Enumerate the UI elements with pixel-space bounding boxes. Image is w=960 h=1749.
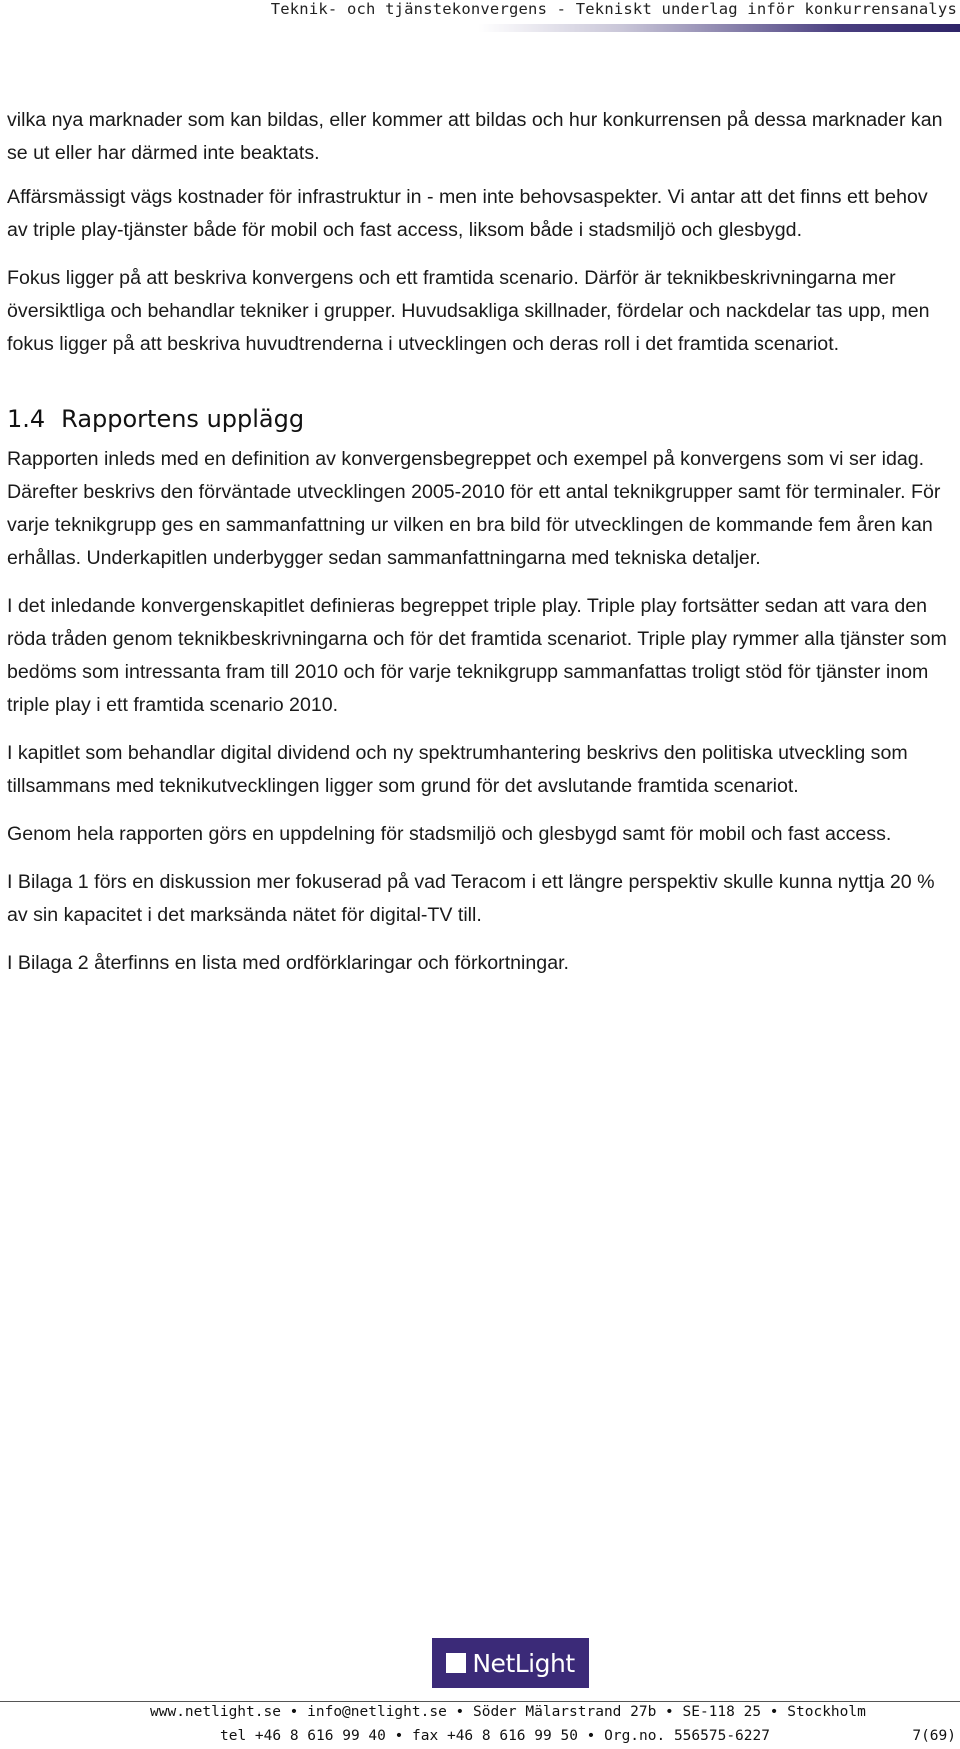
- header-gradient-bar: [478, 24, 960, 32]
- logo-text: NetLight: [472, 1648, 575, 1678]
- body-paragraph: I kapitlet som behandlar digital dividend och ny spektrumhantering beskrivs den politiska utveckling som tillsammans med teknikutvecklingen ligger som grund för det avslutande framtida scenariot.: [7, 742, 908, 797]
- body-paragraph: I det inledande konvergenskapitlet definieras begreppet triple play. Triple play fortsätter sedan att vara den röda tråden genom teknikbeskrivningarna och för det framtida scenariot. Triple play rymmer alla tjänster som bedöms som intressanta fram till 2010 och för varje teknikgrupp sammanfattas troligt stöd för tjänster inom triple play i ett framtida scenario 2010.: [7, 595, 947, 716]
- document-body: [7, 104, 947, 995]
- footer-contact-line: www.netlight.se • info@netlight.se • Söder Mälarstrand 27b • SE-118 25 • Stockholm: [150, 1704, 866, 1720]
- body-paragraph: Rapporten inleds med en definition av konvergensbegreppet och exempel på konvergens som vi ser idag. Därefter beskrivs den förväntade utvecklingen 2005-2010 för ett antal teknikgrupper samt för terminaler. För varje teknikgrupp ges en sammanfattning ur vilken en bra bild för utvecklingen de kommande fem åren kan erhållas. Underkapitlen underbygger sedan sammanfattningarna med tekniska detaljer.: [7, 448, 941, 569]
- body-paragraph: I Bilaga 1 förs en diskussion mer fokuserad på vad Teracom i ett längre perspektiv skulle kunna nyttja 20 % av sin kapacitet i det marksända nätet för digital-TV till.: [7, 871, 935, 926]
- body-paragraph: Genom hela rapporten görs en uppdelning för stadsmiljö och glesbygd samt för mobil och fast access.: [7, 823, 892, 845]
- section-title: Rapportens upplägg: [61, 405, 305, 433]
- body-paragraph: vilka nya marknader som kan bildas, eller kommer att bildas och hur konkurrensen på dessa marknader kan se ut eller har därmed inte beaktats.: [7, 109, 943, 164]
- section-heading: [7, 405, 947, 433]
- footer-phone-line: tel +46 8 616 99 40 • fax +46 8 616 99 50 • Org.no. 556575-6227: [220, 1728, 770, 1744]
- footer-divider: [0, 1701, 960, 1702]
- body-paragraph: I Bilaga 2 återfinns en lista med ordförklaringar och förkortningar.: [7, 952, 569, 974]
- page-number: 7(69): [912, 1728, 956, 1744]
- document-title: Teknik- och tjänstekonvergens - Tekniskt underlag inför konkurrensanalys: [270, 0, 957, 18]
- page-header: [0, 0, 960, 40]
- logo-square-icon: [446, 1653, 466, 1673]
- body-paragraph: Fokus ligger på att beskriva konvergens och ett framtida scenario. Därför är teknikbeskrivningarna mer översiktliga och behandlar tekniker i grupper. Huvudsakliga skillnader, fördelar och nackdelar tas upp, men fokus ligger på att beskriva huvudtrenderna i utvecklingen och deras roll i det framtida scenariot.: [7, 267, 930, 355]
- section-number: 1.4: [7, 405, 46, 433]
- netlight-logo: [432, 1638, 589, 1688]
- body-paragraph: Affärsmässigt vägs kostnader för infrastruktur in - men inte behovsaspekter. Vi antar att det finns ett behov av triple play-tjänster både för mobil och fast access, liksom både i stadsmiljö och glesbygd.: [7, 186, 928, 241]
